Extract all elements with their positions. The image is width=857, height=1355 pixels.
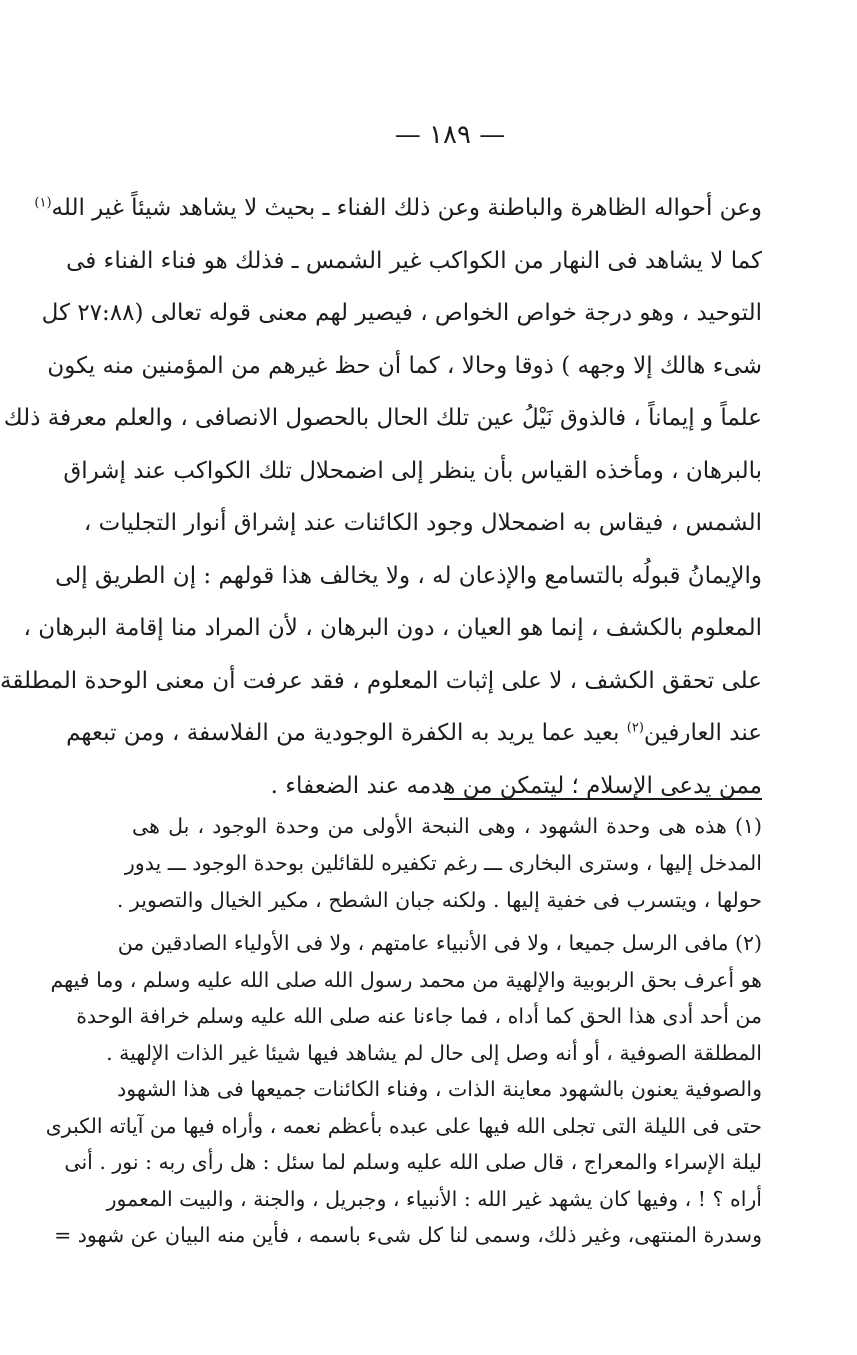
footnote-2-line-8: أراه ؟ ! ، وفيها كان يشهد غير الله : الأنبياء ، وجبريل ، والجنة ، والبيت المعمور bbox=[106, 1186, 762, 1211]
footnote-2-line-7: ليلة الإسراء والمعراج ، قال صلى الله عليه وسلم لما سئل : هل رأى ربه : نور . أنى bbox=[64, 1150, 762, 1174]
body-line-2: كما لا يشاهد فى النهار من الكواكب غير الشمس ـ فذلك هو فناء الفناء فى bbox=[66, 247, 762, 274]
body-line-7: الشمس ، فيقاس به اضمحلال وجود الكائنات عند إشراق أنوار التجليات ، bbox=[83, 510, 762, 536]
footnote-1-line-1: (١) هذه هى وحدة الشهود ، وهى النبحة الأولى من وحدة الوجود ، بل هى bbox=[132, 814, 762, 838]
footnote-separator bbox=[444, 798, 762, 800]
body-line-3: التوحيد ، وهو درجة خواص الخواص ، فيصير لهم معنى قوله تعالى (٢٧:٨٨ كل bbox=[41, 300, 762, 326]
body-line-6: بالبرهان ، ومأخذه القياس بأن ينظر إلى اضمحلال تلك الكواكب عند إشراق bbox=[63, 457, 762, 484]
footnote-2-line-3: من أحد أدى هذا الحق كما أداه ، فما جاءنا عنه صلى الله عليه وسلم خرافة الوحدة bbox=[76, 1004, 762, 1028]
body-line-9: المعلوم بالكشف ، إنما هو العيان ، دون البرهان ، لأن المراد منا إقامة البرهان ، bbox=[23, 615, 762, 641]
footnote-2-line-9: وسدرة المنتهى، وغير ذلك، وسمى لنا كل شىء باسمه ، فأين منه البيان عن شهود = bbox=[54, 1223, 762, 1247]
footnote-2-line-5: والصوفية يعنون بالشهود معاينة الذات ، وفناء الكائنات جميعها فى هذا الشهود bbox=[117, 1077, 762, 1101]
body-line-11-start: عند العارفين bbox=[643, 720, 762, 746]
footnote-marker-1: (١) bbox=[34, 195, 52, 211]
footnote-2-line-6: حتى فى الليلة التى تجلى الله فيها على عبده بأعظم نعمه ، وأراه فيها من آياته الكبرى bbox=[45, 1113, 762, 1138]
main-body-text bbox=[0, 182, 762, 812]
body-line-5: علماً و إيماناً ، فالذوق نَيْلُ عين تلك الحال بالحصول الانصافى ، والعلم معرفة ذلك bbox=[3, 405, 762, 431]
body-line-1 bbox=[34, 182, 762, 235]
footnote-2-line-4: المطلقة الصوفية ، أو أنه وصل إلى حال لم يشاهد فيها شيئا غير الذات الإلهية . bbox=[106, 1040, 762, 1065]
page-number: — ١٨٩ — bbox=[394, 120, 506, 150]
body-line-12: ممن يدعى الإسلام ؛ ليتمكن من هدمه عند الضعفاء . bbox=[270, 772, 762, 799]
footnote-2 bbox=[45, 925, 762, 1254]
footnote-1-line-2: المدخل إليها ، وسترى البخارى ـــ رغم تكفيره للقائلين بوحدة الوجود ـــ يدور bbox=[124, 851, 762, 875]
footnote-1-line-3: حولها ، ويتسرب فى خفية إليها . ولكنه جبان الشطح ، مكير الخيال والتصوير . bbox=[116, 888, 762, 912]
body-line-8: والإيمانُ قبولُه بالتسامع والإذعان له ، ولا يخالف هذا قولهم : إن الطريق إلى bbox=[55, 562, 762, 589]
body-line-10: على تحقق الكشف ، لا على إثبات المعلوم ، فقد عرفت أن معنى الوحدة المطلقة bbox=[0, 667, 762, 694]
footnote-1 bbox=[116, 808, 762, 919]
body-line-11-end: بعيد عما يريد به الكفرة الوجودية من الفلاسفة ، ومن تبعهم bbox=[66, 720, 620, 746]
footnotes bbox=[45, 808, 762, 1254]
body-line-1-text: وعن أحواله الظاهرة والباطنة وعن ذلك الفناء ـ بحيث لا يشاهد شيئاً غير الله bbox=[51, 195, 762, 221]
footnote-2-line-1: (٢) مافى الرسل جميعا ، ولا فى الأنبياء عامتهم ، ولا فى الأولياء الصادقين من bbox=[117, 931, 762, 955]
body-line-4: شىء هالك إلا وجهه ) ذوقا وحالا ، كما أن حظ غيرهم من المؤمنين منه يكون bbox=[47, 352, 762, 379]
footnote-marker-2: (٢) bbox=[626, 720, 644, 736]
footnote-2-line-2: هو أعرف بحق الربوبية والإلهية من محمد رسول الله صلى الله عليه وسلم ، وما فيهم bbox=[50, 967, 762, 992]
body-line-11 bbox=[66, 707, 762, 760]
